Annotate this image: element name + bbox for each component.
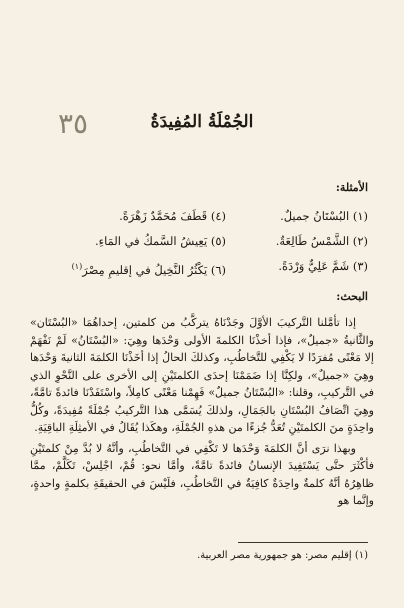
example-row (36, 229, 368, 254)
examples-list (36, 204, 368, 279)
lesson-number-ornament: ٣٥ (57, 107, 89, 140)
examples-heading: الأمثلة: (335, 181, 368, 194)
paragraph: وبهذا نرَى أنَّ الكلمَةَ وَحْدَها لا تَكْفِي في التَّخاطُبِ، وأنَّهُ لا بُدَّ مِنْ كلمتَيْنِ فأكْثَرَ حتَّى يَسْتَفِيدَ الإنسانُ فائدةً تامَّةً، وأمَّا نحو: قُمْ، اجْلِسْ، تَكَلَّمْ، ممَّا ظاهِرُهُ أنَّهُ كلمةٌ واحِدَةٌ كافِيَةٌ في التَّخاطُبِ، فلَيْسَ في الحقيقَةِ بكلمةٍ واحدةٍ، وإنَّما هو (30, 441, 374, 507)
footnote-marker: (١) (71, 262, 83, 271)
example-item: (٣) شَمَّ عَلِيٌّ وَرْدَةً. (278, 259, 368, 273)
discussion-body (30, 314, 374, 513)
example-row (36, 204, 368, 229)
footnote-divider (238, 542, 368, 543)
example-row (36, 254, 368, 279)
example-item: (١) البُسْتَانُ جميلٌ. (280, 209, 368, 223)
example-text: (٦) يَكْثُرُ النَّخِيلُ في إقليمِ مِصْرَ (82, 262, 226, 277)
example-item (36, 254, 226, 279)
example-item: (٢) الشَّمْسُ طَالِعَةٌ. (275, 234, 368, 248)
example-item: (٥) يَعِيشُ السَّمكُ في المَاءِ. (95, 234, 226, 248)
discussion-heading: البحث: (336, 290, 368, 303)
example-item: (٤) قَطَفَ مُحَمَّدٌ زَهْرَةً. (119, 209, 226, 223)
paragraph: إذا تأمَّلنا التَّركيبَ الأوَّلَ وجَدْنَاهُ يتركَّبُ من كلمتين، إحداهُمَا «البُسْتَان» والثَّانيةُ «جميلٌ»، فإذا أخذْنَا الكلمةَ الأولى وَحْدَها وهِيَ: «البُسْتَانُ» لَمْ نَفْهَمْ إلا مَعْنًى مُفرَدًا لا يَكْفِي للتَّخاطُبِ، وكذلكَ الحالُ إذا أخَذْنَا الكلمَةَ الثانيةَ وَحْدَها وهِيَ «جميلٌ»، ولكِنَّا إذا ضَمَمْنَا إحدَى الكلمتَيْنِ إلى الأخرى على النَّحْوِ الذي في التَّركيبِ، وقلنا: «البُسْتَانُ جميلٌ» فَهِمْنا مَعْنًى كامِلاً، واسْتَفَدْنَا فائدةً تامَّةً، وهِيَ اتِّصَافُ البُسْتَانِ بالجَمَالِ، ولذلكَ يُسَمَّى هذا التَّركيبُ جُمْلَةً مُفِيدَةً، وكُلُّ واحِدَةٍ منَ الكلمتَيْنِ تُعَدُّ جُزءًا من هذهِ الجُمْلَةِ، وهكَذا يُقَالُ في الأمثِلَةِ الباقِيَةِ. (30, 316, 374, 434)
footnote: (١) إقليم مصر: هو جمهورية مصر العربية. (197, 550, 368, 561)
lesson-title: الجُمْلَةُ المُفِيدَةُ (150, 112, 254, 132)
